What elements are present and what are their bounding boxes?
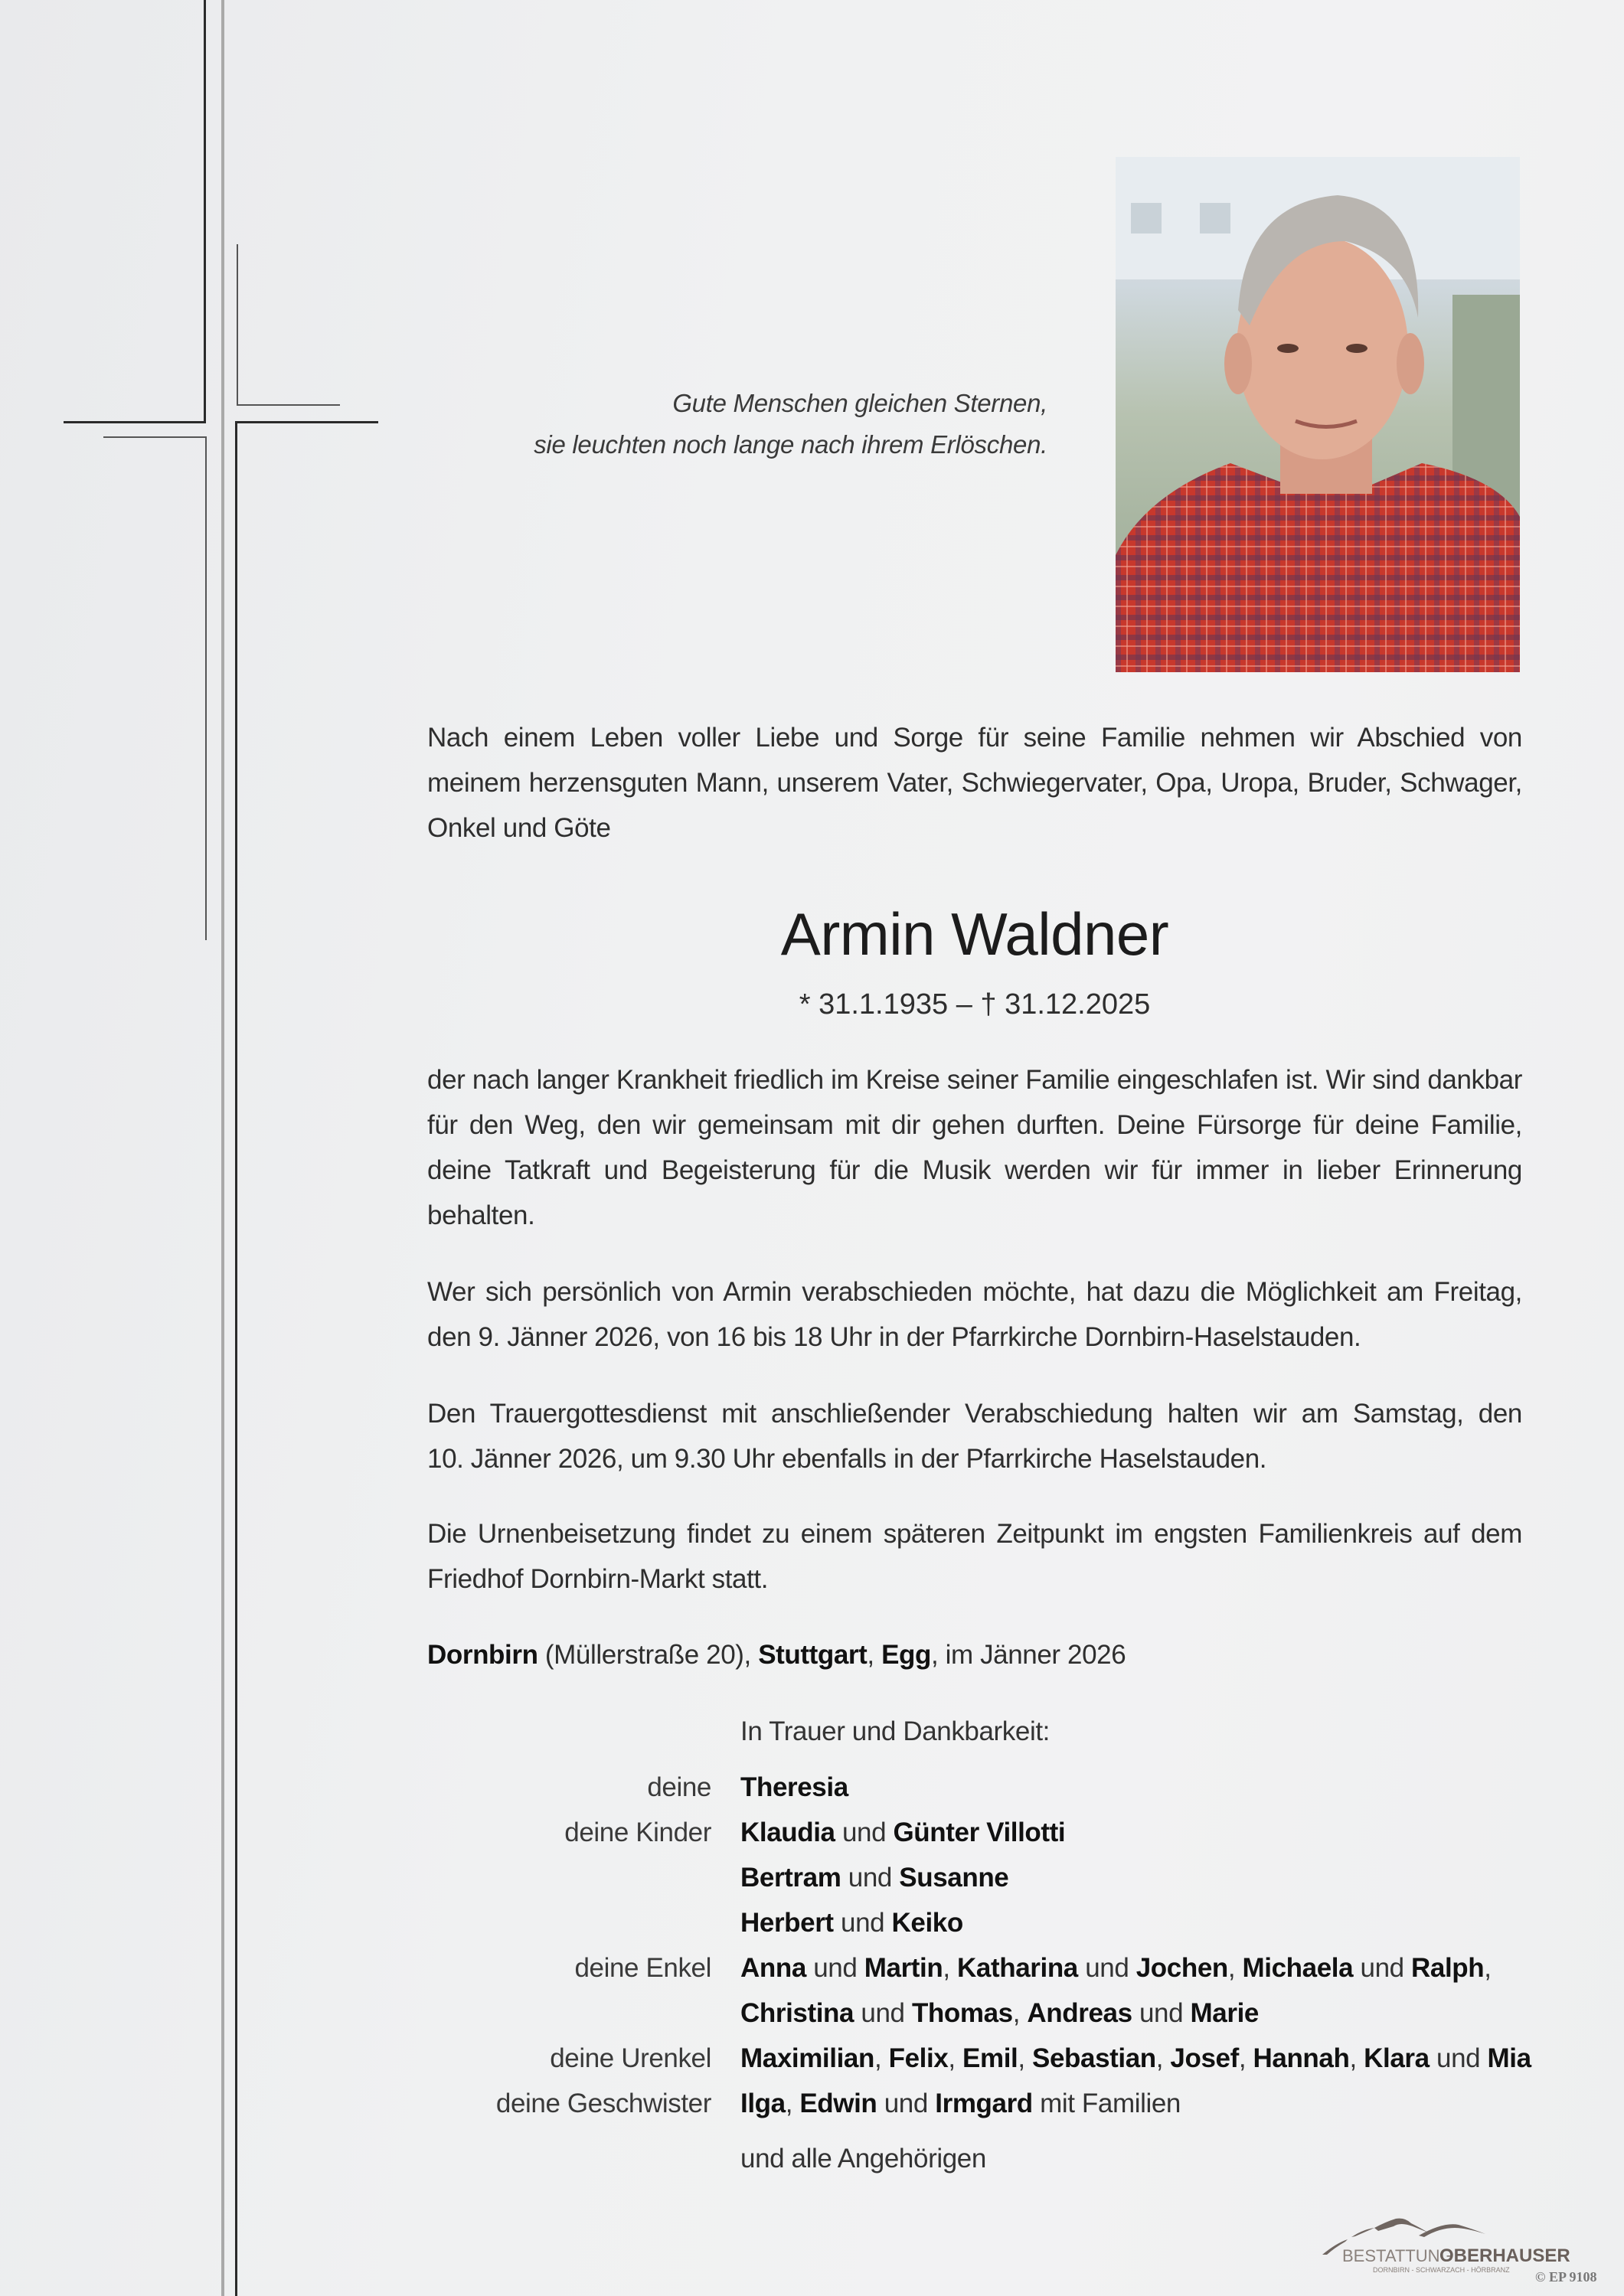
- text-line: für den Weg, den wir gemeinsam mit dir gehen durften. Deine Fürsorge für deine Familie,: [427, 1110, 1522, 1140]
- relation-label: deine Enkel: [574, 1953, 711, 1983]
- connector-text: und: [841, 1863, 900, 1893]
- connector-text: ,: [867, 1640, 882, 1670]
- person-name: Stuttgart: [758, 1640, 868, 1670]
- person-name: Ilga: [740, 2089, 786, 2118]
- person-name: Christina: [740, 1998, 854, 2028]
- funeral-home-logo: [1321, 2213, 1573, 2278]
- quote-line: sie leuchten noch lange nach ihrem Erlöschen.: [534, 430, 1047, 459]
- connector-text: und: [1077, 1953, 1136, 1983]
- mourners-heading: [0, 1709, 1624, 1754]
- mourner-row: [0, 1900, 1624, 1945]
- text-line: Nach einem Leben voller Liebe und Sorge für seine Familie nehmen wir Abschied von: [427, 723, 1522, 753]
- person-name: Hannah: [1253, 2043, 1350, 2073]
- connector-text: ,: [1484, 1953, 1492, 1983]
- connector-text: und: [854, 1998, 912, 2028]
- person-name: Anna: [740, 1953, 806, 1983]
- service-paragraph: [427, 1391, 1522, 1481]
- person-name: Katharina: [957, 1953, 1078, 1983]
- text-line: den 9. Jänner 2026, von 16 bis 18 Uhr in der Pfarrkirche Dornbirn-Haselstauden.: [427, 1322, 1361, 1352]
- connector-text: und: [1353, 1953, 1412, 1983]
- person-name: Felix: [888, 2043, 949, 2073]
- text-line: behalten.: [427, 1200, 535, 1230]
- connector-text: ,: [1349, 2043, 1364, 2073]
- mourners-closing: [0, 2136, 1624, 2181]
- mourner-names: [740, 1900, 963, 1945]
- person-name: Michaela: [1242, 1953, 1354, 1983]
- person-name: Sebastian: [1032, 2043, 1156, 2073]
- mourners-closing-text: und alle Angehörigen: [740, 2144, 986, 2174]
- connector-text: ,: [943, 1953, 958, 1983]
- person-name: Klara: [1364, 2043, 1430, 2073]
- person-name: Susanne: [899, 1863, 1009, 1893]
- mourners-heading-text: In Trauer und Dankbarkeit:: [740, 1716, 1050, 1746]
- relation-label: deine: [647, 1772, 711, 1802]
- cross-line: [237, 404, 340, 406]
- cross-line: [205, 436, 207, 940]
- person-name: Josef: [1170, 2043, 1239, 2073]
- person-name: Theresia: [740, 1772, 848, 1802]
- connector-text: ,: [1155, 2043, 1171, 2073]
- connector-text: ,: [948, 2043, 963, 2073]
- connector-text: und: [877, 2089, 936, 2118]
- mourner-names: [740, 1810, 1065, 1855]
- logo-locations: DORNBIRN - SCHWARZACH - HÖRBRANZ: [1373, 2266, 1510, 2274]
- portrait-image: [1116, 157, 1520, 672]
- text-line: Onkel und Göte: [427, 813, 611, 843]
- connector-text: mit Familien: [1032, 2089, 1181, 2118]
- place-date-line: [427, 1632, 1522, 1677]
- person-name: Marie: [1190, 1998, 1259, 2028]
- mountain-logo-icon: [1321, 2213, 1573, 2274]
- mourner-row: [0, 1991, 1624, 2036]
- mourner-row: [0, 2036, 1624, 2081]
- person-name: Klaudia: [740, 1818, 835, 1847]
- person-name: Andreas: [1027, 1998, 1132, 2028]
- text-line: deine Tatkraft und Begeisterung für die Musik werden wir für immer in lieber Erinnerung: [427, 1155, 1522, 1185]
- connector-text: und: [833, 1908, 892, 1938]
- person-name: Jochen: [1135, 1953, 1228, 1983]
- connector-text: ,: [1227, 1953, 1243, 1983]
- mourner-names: [740, 1855, 1008, 1900]
- person-name: Emil: [962, 2043, 1018, 2073]
- person-name: Bertram: [740, 1863, 841, 1893]
- portrait-photo: [1116, 157, 1520, 672]
- text-line: meinem herzensguten Mann, unserem Vater, Schwiegervater, Opa, Uropa, Bruder, Schwager,: [427, 768, 1522, 798]
- person-name: Martin: [864, 1953, 943, 1983]
- mourner-row: [0, 1765, 1624, 1810]
- text-line: Die Urnenbeisetzung findet zu einem späteren Zeitpunkt im engsten Familienkreis auf dem: [427, 1519, 1522, 1549]
- deceased-name: Armin Waldner: [780, 900, 1169, 968]
- place-line-text: [427, 1640, 1126, 1670]
- person-name: Dornbirn: [427, 1640, 538, 1670]
- cross-line: [204, 0, 206, 423]
- text-line: Den Trauergottesdienst mit anschließender Verabschiedung halten wir am Samstag, den: [427, 1399, 1522, 1429]
- life-dates: * 31.1.1935 – † 31.12.2025: [799, 988, 1151, 1021]
- text-line: Wer sich persönlich von Armin verabschieden möchte, hat dazu die Möglichkeit am Freitag,: [427, 1277, 1522, 1307]
- mourner-names: [740, 1765, 848, 1810]
- cross-line: [64, 421, 206, 423]
- connector-text: und: [835, 1818, 894, 1847]
- connector-text: und: [1132, 1998, 1191, 2028]
- person-name: Mia: [1487, 2043, 1531, 2073]
- body-paragraph: [427, 1057, 1522, 1238]
- logo-prefix: BESTATTUNG: [1342, 2246, 1453, 2265]
- connector-text: und: [805, 1953, 864, 1983]
- copyright-code: © EP 9108: [1535, 2269, 1597, 2285]
- person-name: Ralph: [1411, 1953, 1485, 1983]
- person-name: Herbert: [740, 1908, 834, 1938]
- connector-text: ,: [1018, 2043, 1033, 2073]
- connector-text: ,: [1012, 1998, 1028, 2028]
- connector-text: (Müllerstraße 20),: [538, 1640, 759, 1670]
- person-name: Maximilian: [740, 2043, 874, 2073]
- visitation-paragraph: [427, 1269, 1522, 1360]
- connector-text: und: [1429, 2043, 1488, 2073]
- text-line: Friedhof Dornbirn-Markt statt.: [427, 1564, 769, 1594]
- connector-text: ,: [874, 2043, 889, 2073]
- text-line: 10. Jänner 2026, um 9.30 Uhr ebenfalls in der Pfarrkirche Haselstauden.: [427, 1444, 1267, 1474]
- intro-paragraph: [427, 715, 1522, 851]
- connector-text: ,: [785, 2089, 800, 2118]
- relation-label: deine Geschwister: [495, 2089, 711, 2118]
- person-name: Thomas: [911, 1998, 1013, 2028]
- person-name: Günter Villotti: [893, 1818, 1066, 1847]
- person-name: Egg: [881, 1640, 931, 1670]
- person-name: Irmgard: [935, 2089, 1033, 2118]
- quote-line: Gute Menschen gleichen Sternen,: [672, 389, 1047, 417]
- mourner-names: [740, 1991, 1259, 2036]
- logo-name: OBERHAUSER: [1439, 2245, 1570, 2266]
- text-line: der nach langer Krankheit friedlich im Kreise seiner Familie eingeschlafen ist. Wir sind dankbar: [427, 1065, 1522, 1095]
- mourner-row: [0, 1810, 1624, 1855]
- memorial-quote: [534, 383, 1047, 465]
- person-name: Edwin: [799, 2089, 877, 2118]
- mourner-names: [740, 2081, 1181, 2126]
- mourner-names: [740, 2036, 1531, 2081]
- connector-text: ,: [1238, 2043, 1253, 2073]
- cross-line: [235, 421, 378, 423]
- mourner-names: [740, 1945, 1492, 1991]
- burial-paragraph: [427, 1511, 1522, 1602]
- relation-label: deine Urenkel: [550, 2043, 711, 2073]
- connector-text: , im Jänner 2026: [930, 1640, 1126, 1670]
- cross-line: [103, 436, 207, 438]
- person-name: Keiko: [891, 1908, 963, 1938]
- relation-label: deine Kinder: [564, 1818, 711, 1847]
- mourner-row: [0, 2081, 1624, 2126]
- cross-line: [237, 244, 238, 406]
- mourner-row: [0, 1945, 1624, 1991]
- mourner-row: [0, 1855, 1624, 1900]
